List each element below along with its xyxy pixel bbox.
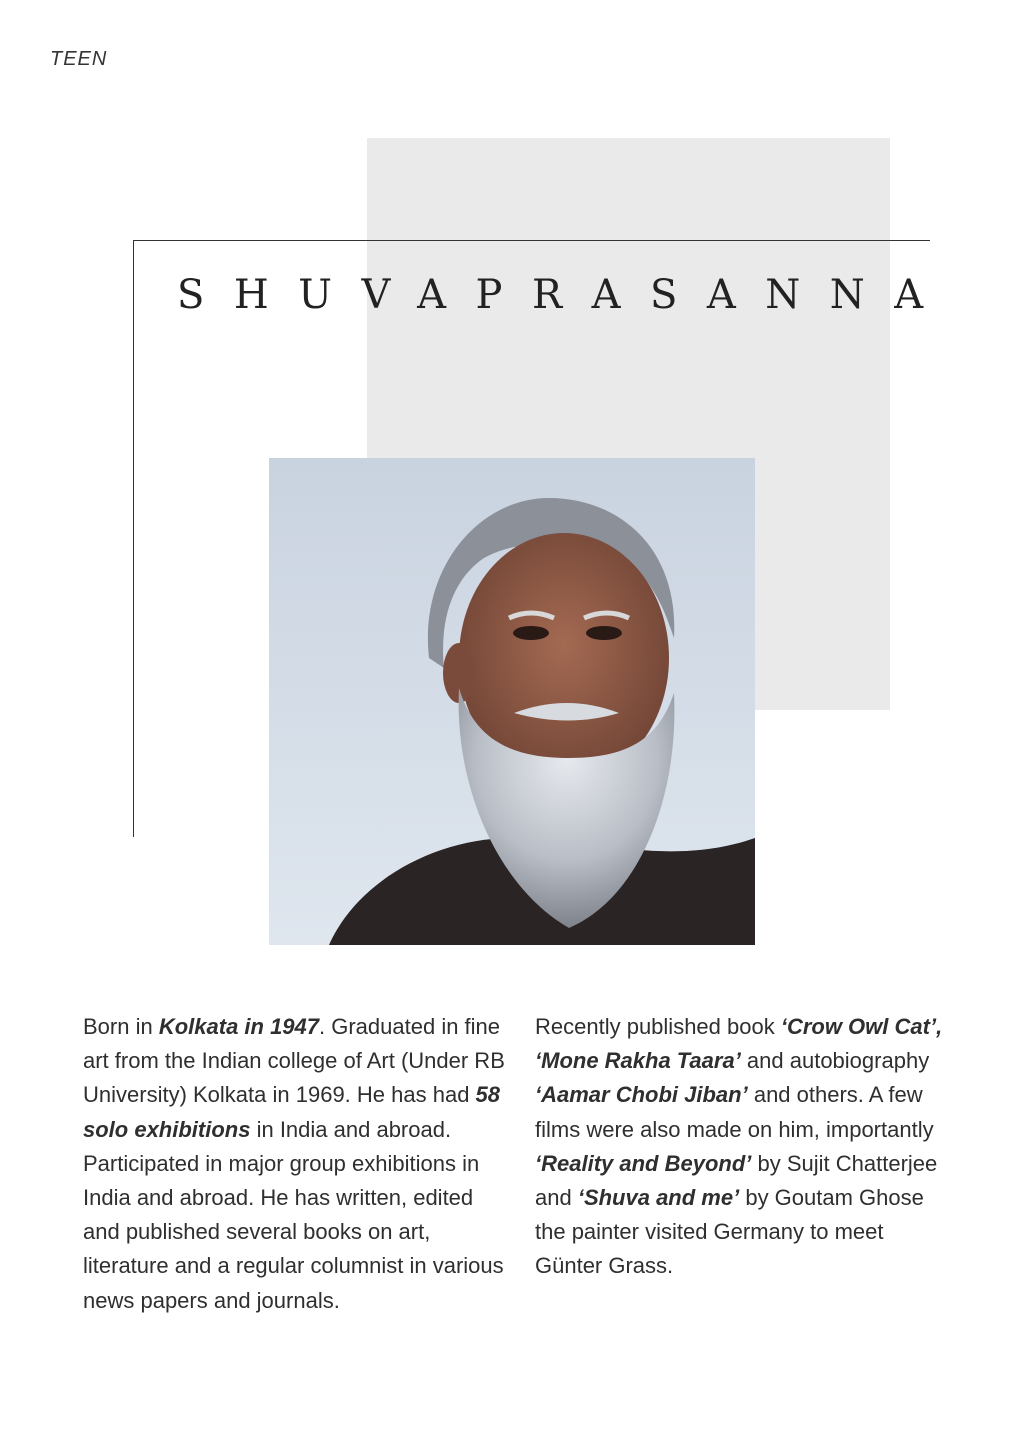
body-text: by Goutam Ghose the painter visited Germany to meet Günter Grass. [535,1185,924,1279]
frame-line-left [133,240,134,837]
body-text: and others. A few films were also made on him, importantly [535,1082,934,1142]
frame-line-top [133,240,930,241]
section-label: TEEN [50,48,108,70]
body-text: in India and abroad. Participated in major group exhibitions in India and abroad. He has written, edited and published several books on art, literature and a regular columnist in various news papers and journals. [83,1116,504,1313]
emphasized-text: ‘Crow Owl Cat’, ‘Mone Rakha Taara’ [535,1014,943,1074]
body-text: Recently published book [535,1014,781,1039]
emphasized-text: ‘Shuva and me’ [577,1185,740,1211]
body-text: and autobiography [740,1048,930,1074]
portrait-photo-icon [269,458,755,945]
body-text: . Graduated in fine art from the Indian college of Art (Under RB University) Kolkata in 1969. He has had [83,1014,505,1108]
portrait-photo [269,458,755,945]
artist-name-title: SHUVAPRASANNA [177,272,953,318]
emphasized-text: Kolkata in 1947 [158,1014,320,1039]
biography-left-column [83,1010,513,1318]
biography-right-column [535,1010,955,1284]
emphasized-text: ‘Aamar Chobi Jiban’ [535,1082,748,1108]
body-text: by Sujit Chatterjee and [535,1150,938,1211]
emphasized-text: ‘Reality and Beyond’ [535,1150,752,1176]
emphasized-text: 58 solo exhibitions [83,1082,501,1142]
body-text: Born in [83,1014,159,1039]
